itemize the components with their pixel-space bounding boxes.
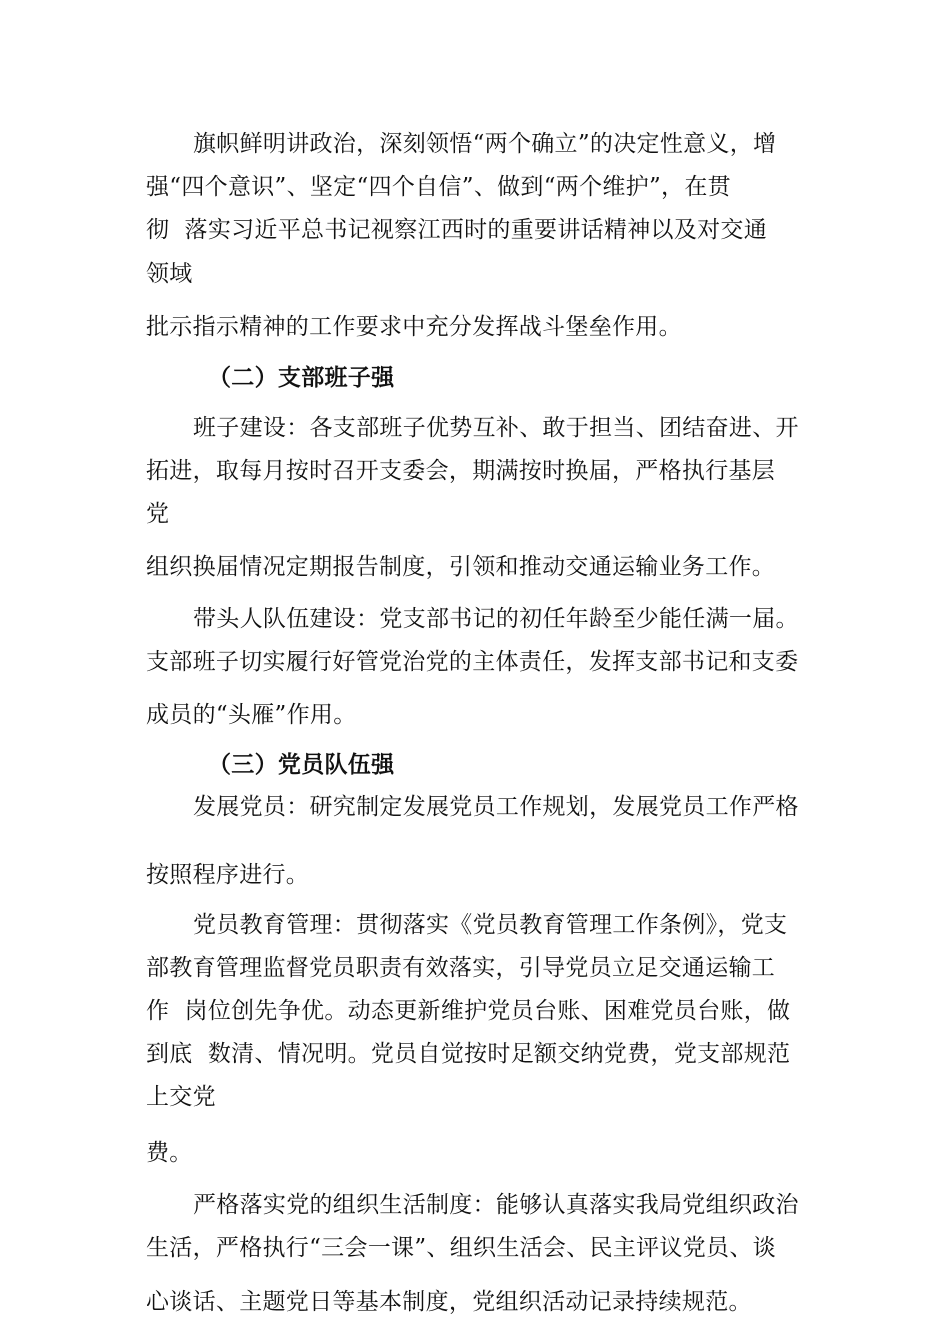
section-heading: （二）支部班子强 [208, 364, 395, 391]
paragraph-line: 彻 落实习近平总书记视察江西时的重要讲话精神以及对交通 [146, 217, 768, 243]
section-heading: （三）党员队伍强 [208, 751, 395, 778]
paragraph-line: 到底 数清、情况明。党员自觉按时足额交纳党费，党支部规范 [146, 1041, 791, 1067]
paragraph-line: 严格落实党的组织生活制度：能够认真落实我局党组织政治 [193, 1192, 799, 1218]
paragraph-line: 拓进，取每月按时召开支委会，期满按时换届，严格执行基层 [146, 458, 776, 484]
paragraph-line: 部教育管理监督党员职责有效落实，引导党员立足交通运输工 [146, 955, 776, 981]
paragraph-line: 党员教育管理：贯彻落实《党员教育管理工作条例》，党支 [193, 912, 788, 938]
paragraph-line: 支部班子切实履行好管党治党的主体责任，发挥支部书记和支委 [146, 649, 799, 675]
paragraph-line: 旗帜鲜明讲政治，深刻领悟“两个确立”的决定性意义，增 [193, 131, 777, 157]
paragraph-line: 领域 [146, 261, 193, 287]
paragraph-line: 按照程序进行。 [146, 862, 310, 888]
paragraph-line: 带头人队伍建设：党支部书记的初任年龄至少能任满一届。 [193, 606, 799, 632]
paragraph-line: 上交党 [146, 1084, 216, 1110]
paragraph-line: 生活，严格执行“三会一课”、组织生活会、民主评议党员、谈 [146, 1235, 776, 1261]
paragraph-line: 作 岗位创先争优。动态更新维护党员台账、困难党员台账，做 [146, 998, 791, 1024]
paragraph-line: 批示指示精神的工作要求中充分发挥战斗堡垒作用。 [146, 314, 682, 340]
paragraph-line: 发展党员：研究制定发展党员工作规划，发展党员工作严格 [193, 794, 799, 820]
paragraph-line: 强“四个意识”、坚定“四个自信”、做到“两个维护”，在贯 [146, 174, 731, 200]
paragraph-line: 组织换届情况定期报告制度，引领和推动交通运输业务工作。 [146, 554, 776, 580]
paragraph-line: 费。 [146, 1140, 193, 1166]
paragraph-line: 心谈话、主题党日等基本制度，党组织活动记录持续规范。 [146, 1289, 752, 1315]
paragraph-line: 成员的“头雁”作用。 [146, 702, 357, 728]
paragraph-line: 班子建设：各支部班子优势互补、敢于担当、团结奋进、开 [193, 415, 799, 441]
paragraph-line: 党 [146, 501, 170, 527]
